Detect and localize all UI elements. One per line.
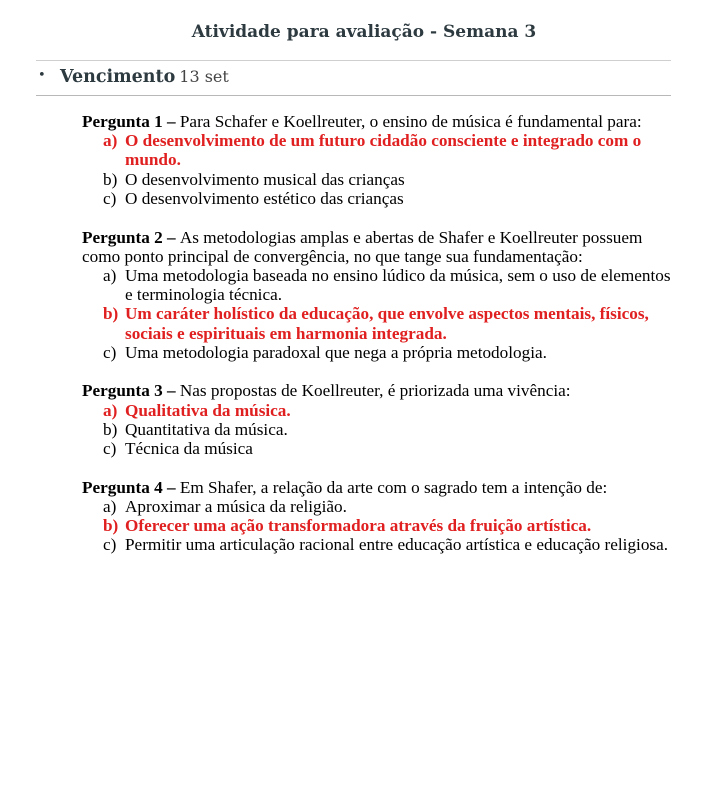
option-letter: c)	[103, 439, 117, 459]
option-b	[82, 304, 672, 342]
question-dash: –	[162, 112, 180, 131]
option-text: Qualitativa da música.	[125, 400, 291, 420]
options-list	[82, 131, 672, 208]
due-date-row	[36, 67, 671, 89]
option-text: Oferecer uma ação transformadora através da fruição artística.	[125, 516, 592, 536]
option-text: O desenvolvimento estético das crianças	[125, 188, 404, 208]
option-a	[82, 266, 672, 304]
options-list	[82, 401, 672, 459]
bullet-icon: •	[38, 68, 46, 83]
question-text	[82, 228, 672, 266]
question-text	[82, 381, 672, 400]
due-label	[60, 67, 229, 87]
option-letter: b)	[103, 516, 119, 536]
option-letter: c)	[103, 535, 117, 555]
option-c	[82, 343, 672, 362]
question-1	[82, 112, 672, 208]
questions-list	[82, 112, 672, 574]
page-title: Atividade para avaliação - Semana 3	[191, 22, 537, 42]
option-text: Permitir uma articulação racional entre educação artística e educação religiosa.	[125, 535, 669, 555]
question-3	[82, 381, 672, 458]
option-text: Técnica da música	[125, 439, 253, 459]
option-text: O desenvolvimento musical das crianças	[125, 169, 405, 189]
option-text: O desenvolvimento de um futuro cidadão consciente e integrado com o mundo.	[125, 131, 642, 170]
question-text	[82, 478, 672, 497]
bottom-divider	[36, 95, 671, 96]
question-label: Pergunta 1	[82, 112, 163, 131]
option-letter: b)	[103, 304, 119, 324]
question-prompt: Para Schafer e Koellreuter, o ensino de música é fundamental para:	[179, 112, 642, 131]
option-a	[82, 131, 672, 169]
due-label-text: Vencimento	[60, 67, 176, 87]
option-letter: c)	[103, 188, 117, 208]
option-c	[82, 535, 672, 554]
question-label: Pergunta 4	[82, 477, 163, 497]
question-dash: –	[162, 227, 180, 247]
option-c	[82, 439, 672, 458]
due-value: 13 set	[179, 67, 229, 86]
question-label: Pergunta 2	[82, 227, 163, 247]
option-a	[82, 497, 672, 516]
option-text: Aproximar a música da religião.	[125, 496, 347, 516]
option-b	[82, 420, 672, 439]
option-a	[82, 401, 672, 420]
question-dash: –	[162, 381, 180, 401]
option-text: Um caráter holístico da educação, que envolve aspectos mentais, físicos, sociais e espirituais em harmonia integrada.	[125, 304, 649, 343]
option-text: Uma metodologia baseada no ensino lúdico da música, sem o uso de elementos e terminologia técnica.	[125, 265, 671, 305]
option-letter: a)	[103, 265, 117, 285]
options-list	[82, 497, 672, 555]
question-4	[82, 478, 672, 555]
option-letter: a)	[103, 496, 117, 516]
option-letter: a)	[103, 400, 118, 420]
option-letter: b)	[103, 419, 118, 439]
option-letter: c)	[103, 342, 117, 362]
option-letter: b)	[103, 169, 118, 189]
option-b	[82, 170, 672, 189]
question-dash: –	[162, 477, 180, 497]
top-divider	[36, 60, 671, 61]
question-prompt: Em Shafer, a relação da arte com o sagrado tem a intenção de:	[179, 477, 608, 497]
option-c	[82, 189, 672, 208]
option-text: Quantitativa da música.	[125, 419, 288, 439]
question-label: Pergunta 3	[82, 381, 163, 401]
question-prompt: As metodologias amplas e abertas de Shafer e Koellreuter possuem como ponto principal de convergência, no que tange sua fundamentação:	[82, 227, 643, 266]
question-prompt: Nas propostas de Koellreuter, é priorizada uma vivência:	[179, 381, 571, 401]
question-2	[82, 228, 672, 362]
option-letter: a)	[103, 131, 118, 151]
option-b	[82, 516, 672, 535]
option-text: Uma metodologia paradoxal que nega a própria metodologia.	[125, 342, 547, 362]
options-list	[82, 266, 672, 362]
question-text	[82, 112, 672, 131]
